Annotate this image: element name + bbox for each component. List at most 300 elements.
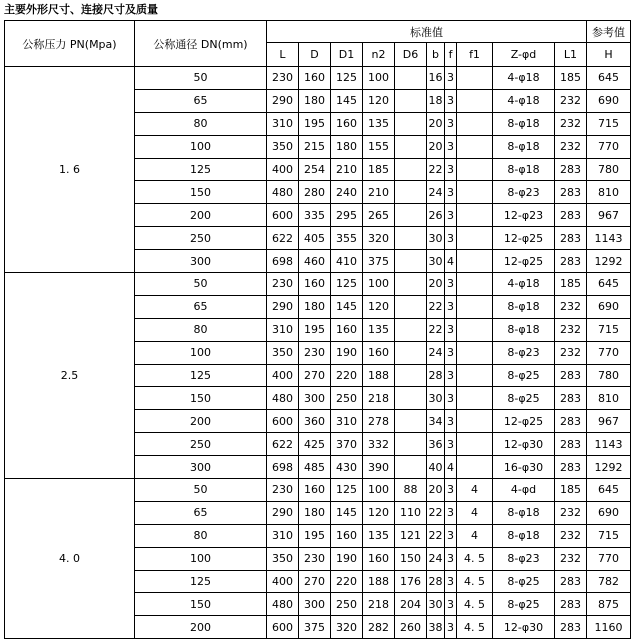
value-cell: 1292: [587, 456, 631, 479]
value-cell: 355: [331, 227, 363, 250]
value-cell: [457, 204, 493, 227]
value-cell: [395, 318, 427, 341]
value-cell: 135: [363, 318, 395, 341]
value-cell: 283: [555, 227, 587, 250]
value-cell: 28: [427, 570, 445, 593]
value-cell: [395, 273, 427, 296]
value-cell: 12-φ23: [493, 204, 555, 227]
value-cell: 12-φ25: [493, 227, 555, 250]
value-cell: [457, 387, 493, 410]
col-header: Z-φd: [493, 43, 555, 67]
value-cell: 485: [299, 456, 331, 479]
value-cell: 782: [587, 570, 631, 593]
dn-cell: 150: [135, 593, 267, 616]
value-cell: 180: [331, 135, 363, 158]
value-cell: 250: [331, 593, 363, 616]
value-cell: 195: [299, 112, 331, 135]
value-cell: 645: [587, 67, 631, 90]
value-cell: 88: [395, 479, 427, 502]
value-cell: 160: [299, 479, 331, 502]
value-cell: 8-φ18: [493, 295, 555, 318]
value-cell: 600: [267, 616, 299, 639]
value-cell: [395, 250, 427, 273]
value-cell: 278: [363, 410, 395, 433]
value-cell: 125: [331, 67, 363, 90]
value-cell: 135: [363, 524, 395, 547]
value-cell: 232: [555, 112, 587, 135]
value-cell: [395, 158, 427, 181]
value-cell: 8-φ18: [493, 158, 555, 181]
value-cell: 125: [331, 273, 363, 296]
value-cell: 16-φ30: [493, 456, 555, 479]
value-cell: 332: [363, 433, 395, 456]
dn-cell: 80: [135, 524, 267, 547]
value-cell: 3: [445, 135, 457, 158]
value-cell: 155: [363, 135, 395, 158]
value-cell: 810: [587, 387, 631, 410]
value-cell: 30: [427, 593, 445, 616]
value-cell: 215: [299, 135, 331, 158]
value-cell: [395, 112, 427, 135]
value-cell: 3: [445, 593, 457, 616]
value-cell: [395, 456, 427, 479]
value-cell: 12-φ30: [493, 616, 555, 639]
value-cell: [395, 204, 427, 227]
value-cell: 282: [363, 616, 395, 639]
value-cell: 350: [267, 135, 299, 158]
value-cell: 100: [363, 479, 395, 502]
value-cell: 283: [555, 364, 587, 387]
dn-cell: 250: [135, 433, 267, 456]
value-cell: 290: [267, 295, 299, 318]
value-cell: 12-φ25: [493, 250, 555, 273]
value-cell: 770: [587, 135, 631, 158]
value-cell: 3: [445, 227, 457, 250]
value-cell: 480: [267, 387, 299, 410]
table-row: [5, 479, 631, 502]
value-cell: 3: [445, 433, 457, 456]
value-cell: 3: [445, 479, 457, 502]
dn-cell: 150: [135, 387, 267, 410]
value-cell: 1143: [587, 227, 631, 250]
value-cell: 185: [555, 273, 587, 296]
value-cell: 34: [427, 410, 445, 433]
value-cell: 360: [299, 410, 331, 433]
value-cell: 218: [363, 387, 395, 410]
col-header: L1: [555, 43, 587, 67]
dn-cell: 80: [135, 318, 267, 341]
value-cell: 283: [555, 456, 587, 479]
value-cell: 145: [331, 501, 363, 524]
value-cell: 22: [427, 295, 445, 318]
value-cell: [457, 273, 493, 296]
value-cell: 30: [427, 227, 445, 250]
dn-cell: 80: [135, 112, 267, 135]
value-cell: 210: [363, 181, 395, 204]
value-cell: 180: [299, 295, 331, 318]
pn-cell: 1. 6: [5, 67, 135, 273]
value-cell: 8-φ18: [493, 524, 555, 547]
value-cell: 645: [587, 273, 631, 296]
value-cell: 283: [555, 387, 587, 410]
value-cell: 232: [555, 295, 587, 318]
value-cell: 283: [555, 204, 587, 227]
value-cell: 188: [363, 364, 395, 387]
dn-cell: 100: [135, 135, 267, 158]
value-cell: 125: [331, 479, 363, 502]
value-cell: 770: [587, 547, 631, 570]
dn-cell: 300: [135, 250, 267, 273]
value-cell: 3: [445, 295, 457, 318]
table-body: [5, 67, 631, 639]
value-cell: 4: [457, 479, 493, 502]
value-cell: 967: [587, 410, 631, 433]
pn-cell: 4. 0: [5, 479, 135, 639]
value-cell: 283: [555, 250, 587, 273]
value-cell: 690: [587, 501, 631, 524]
value-cell: 8-φ18: [493, 112, 555, 135]
dn-cell: 200: [135, 616, 267, 639]
value-cell: 3: [445, 387, 457, 410]
value-cell: 185: [555, 67, 587, 90]
value-cell: 3: [445, 341, 457, 364]
value-cell: 265: [363, 204, 395, 227]
value-cell: 30: [427, 387, 445, 410]
value-cell: 3: [445, 318, 457, 341]
value-cell: 38: [427, 616, 445, 639]
value-cell: 8-φ23: [493, 547, 555, 570]
value-cell: 195: [299, 524, 331, 547]
value-cell: 4: [445, 250, 457, 273]
value-cell: 232: [555, 341, 587, 364]
value-cell: 190: [331, 547, 363, 570]
value-cell: 270: [299, 364, 331, 387]
value-cell: 405: [299, 227, 331, 250]
value-cell: 8-φ18: [493, 135, 555, 158]
value-cell: 480: [267, 593, 299, 616]
value-cell: 283: [555, 433, 587, 456]
value-cell: 690: [587, 89, 631, 112]
value-cell: 622: [267, 433, 299, 456]
value-cell: 310: [267, 524, 299, 547]
value-cell: 4-φ18: [493, 67, 555, 90]
value-cell: 100: [363, 273, 395, 296]
value-cell: 230: [267, 479, 299, 502]
value-cell: 600: [267, 410, 299, 433]
value-cell: 280: [299, 181, 331, 204]
value-cell: 4: [457, 501, 493, 524]
value-cell: [395, 387, 427, 410]
value-cell: 715: [587, 112, 631, 135]
value-cell: 690: [587, 295, 631, 318]
dn-cell: 125: [135, 158, 267, 181]
value-cell: 300: [299, 593, 331, 616]
value-cell: 8-φ18: [493, 318, 555, 341]
value-cell: 3: [445, 616, 457, 639]
value-cell: [457, 433, 493, 456]
value-cell: 180: [299, 501, 331, 524]
value-cell: 12-φ30: [493, 433, 555, 456]
value-cell: 8-φ25: [493, 593, 555, 616]
value-cell: 400: [267, 364, 299, 387]
value-cell: 4: [445, 456, 457, 479]
spec-table: [4, 20, 631, 639]
value-cell: 320: [331, 616, 363, 639]
value-cell: 350: [267, 341, 299, 364]
value-cell: 30: [427, 250, 445, 273]
value-cell: 3: [445, 524, 457, 547]
dn-cell: 200: [135, 410, 267, 433]
dn-cell: 65: [135, 89, 267, 112]
value-cell: 320: [363, 227, 395, 250]
value-cell: [457, 341, 493, 364]
dn-cell: 100: [135, 341, 267, 364]
value-cell: 8-φ25: [493, 570, 555, 593]
value-cell: [395, 89, 427, 112]
value-cell: 875: [587, 593, 631, 616]
table-row: [5, 67, 631, 90]
value-cell: 26: [427, 204, 445, 227]
value-cell: 220: [331, 570, 363, 593]
value-cell: 283: [555, 181, 587, 204]
value-cell: 3: [445, 410, 457, 433]
value-cell: [395, 67, 427, 90]
value-cell: 3: [445, 89, 457, 112]
value-cell: 16: [427, 67, 445, 90]
value-cell: 430: [331, 456, 363, 479]
value-cell: 400: [267, 570, 299, 593]
value-cell: 260: [395, 616, 427, 639]
value-cell: 145: [331, 295, 363, 318]
value-cell: [457, 112, 493, 135]
value-cell: 22: [427, 524, 445, 547]
value-cell: 195: [299, 318, 331, 341]
value-cell: [457, 158, 493, 181]
value-cell: 715: [587, 318, 631, 341]
value-cell: 4. 5: [457, 593, 493, 616]
value-cell: 4-φ18: [493, 89, 555, 112]
value-cell: 645: [587, 479, 631, 502]
col-header: f1: [457, 43, 493, 67]
dn-cell: 50: [135, 479, 267, 502]
value-cell: 425: [299, 433, 331, 456]
value-cell: 150: [395, 547, 427, 570]
value-cell: 270: [299, 570, 331, 593]
value-cell: 36: [427, 433, 445, 456]
value-cell: 180: [299, 89, 331, 112]
value-cell: 8-φ25: [493, 364, 555, 387]
value-cell: 120: [363, 295, 395, 318]
value-cell: 3: [445, 547, 457, 570]
value-cell: 230: [267, 273, 299, 296]
value-cell: 1292: [587, 250, 631, 273]
value-cell: 250: [331, 387, 363, 410]
value-cell: 230: [299, 547, 331, 570]
value-cell: 232: [555, 501, 587, 524]
value-cell: [457, 135, 493, 158]
value-cell: 3: [445, 181, 457, 204]
value-cell: 160: [331, 524, 363, 547]
value-cell: 121: [395, 524, 427, 547]
value-cell: [395, 135, 427, 158]
value-cell: 20: [427, 135, 445, 158]
value-cell: 20: [427, 273, 445, 296]
value-cell: [457, 181, 493, 204]
value-cell: 335: [299, 204, 331, 227]
value-cell: 24: [427, 341, 445, 364]
value-cell: 232: [555, 135, 587, 158]
value-cell: 204: [395, 593, 427, 616]
value-cell: 770: [587, 341, 631, 364]
value-cell: 232: [555, 524, 587, 547]
value-cell: 110: [395, 501, 427, 524]
value-cell: 290: [267, 89, 299, 112]
col-header: H: [587, 43, 631, 67]
value-cell: [457, 456, 493, 479]
value-cell: [457, 295, 493, 318]
value-cell: 22: [427, 318, 445, 341]
col-header: D: [299, 43, 331, 67]
value-cell: 600: [267, 204, 299, 227]
dn-cell: 125: [135, 570, 267, 593]
value-cell: 160: [331, 112, 363, 135]
value-cell: [395, 364, 427, 387]
value-cell: [457, 250, 493, 273]
value-cell: 290: [267, 501, 299, 524]
value-cell: 176: [395, 570, 427, 593]
header-pn: 公称压力 PN(Mpa): [5, 21, 135, 67]
value-cell: 310: [331, 410, 363, 433]
value-cell: [395, 341, 427, 364]
value-cell: [395, 227, 427, 250]
value-cell: 160: [299, 273, 331, 296]
value-cell: 400: [267, 158, 299, 181]
value-cell: 4: [457, 524, 493, 547]
value-cell: 232: [555, 89, 587, 112]
value-cell: 810: [587, 181, 631, 204]
value-cell: 3: [445, 570, 457, 593]
value-cell: 120: [363, 501, 395, 524]
col-header: n2: [363, 43, 395, 67]
value-cell: 3: [445, 67, 457, 90]
value-cell: 310: [267, 318, 299, 341]
value-cell: 185: [363, 158, 395, 181]
value-cell: [457, 89, 493, 112]
value-cell: 1160: [587, 616, 631, 639]
dn-cell: 50: [135, 273, 267, 296]
value-cell: 4. 5: [457, 570, 493, 593]
pn-cell: 2.5: [5, 273, 135, 479]
value-cell: 3: [445, 112, 457, 135]
col-header: L: [267, 43, 299, 67]
value-cell: [395, 410, 427, 433]
value-cell: 4. 5: [457, 616, 493, 639]
value-cell: 8-φ25: [493, 387, 555, 410]
value-cell: [395, 295, 427, 318]
value-cell: 4-φ18: [493, 273, 555, 296]
col-header: f: [445, 43, 457, 67]
value-cell: 240: [331, 181, 363, 204]
value-cell: 160: [363, 547, 395, 570]
value-cell: 283: [555, 593, 587, 616]
value-cell: 370: [331, 433, 363, 456]
value-cell: 18: [427, 89, 445, 112]
value-cell: 232: [555, 318, 587, 341]
value-cell: 622: [267, 227, 299, 250]
value-cell: 375: [363, 250, 395, 273]
value-cell: 283: [555, 158, 587, 181]
dn-cell: 65: [135, 501, 267, 524]
value-cell: 1143: [587, 433, 631, 456]
header-dn: 公称通径 DN(mm): [135, 21, 267, 67]
table-row: [5, 273, 631, 296]
value-cell: 232: [555, 547, 587, 570]
value-cell: 185: [555, 479, 587, 502]
value-cell: 188: [363, 570, 395, 593]
value-cell: 254: [299, 158, 331, 181]
value-cell: 24: [427, 547, 445, 570]
dn-cell: 65: [135, 295, 267, 318]
value-cell: 780: [587, 364, 631, 387]
col-header: D1: [331, 43, 363, 67]
value-cell: 3: [445, 273, 457, 296]
dn-cell: 300: [135, 456, 267, 479]
value-cell: 160: [331, 318, 363, 341]
value-cell: 8-φ23: [493, 181, 555, 204]
value-cell: 295: [331, 204, 363, 227]
value-cell: 100: [363, 67, 395, 90]
value-cell: 698: [267, 250, 299, 273]
value-cell: 22: [427, 158, 445, 181]
value-cell: 190: [331, 341, 363, 364]
value-cell: 20: [427, 479, 445, 502]
value-cell: [395, 433, 427, 456]
table-caption: 主要外形尺寸、连接尺寸及质量: [4, 3, 158, 16]
value-cell: 967: [587, 204, 631, 227]
value-cell: [395, 181, 427, 204]
dn-cell: 125: [135, 364, 267, 387]
header-standard: 标准值: [267, 21, 587, 43]
value-cell: 4. 5: [457, 547, 493, 570]
value-cell: 220: [331, 364, 363, 387]
value-cell: 460: [299, 250, 331, 273]
value-cell: 210: [331, 158, 363, 181]
value-cell: 3: [445, 158, 457, 181]
col-header: D6: [395, 43, 427, 67]
value-cell: 780: [587, 158, 631, 181]
value-cell: [457, 227, 493, 250]
value-cell: 4-φd: [493, 479, 555, 502]
value-cell: 3: [445, 204, 457, 227]
header-reference: 参考值: [587, 21, 631, 43]
value-cell: 8-φ23: [493, 341, 555, 364]
value-cell: 283: [555, 616, 587, 639]
value-cell: 3: [445, 364, 457, 387]
value-cell: 160: [363, 341, 395, 364]
dn-cell: 50: [135, 67, 267, 90]
value-cell: [457, 364, 493, 387]
value-cell: 300: [299, 387, 331, 410]
value-cell: 24: [427, 181, 445, 204]
value-cell: 410: [331, 250, 363, 273]
value-cell: 8-φ18: [493, 501, 555, 524]
value-cell: 283: [555, 410, 587, 433]
value-cell: 283: [555, 570, 587, 593]
value-cell: 230: [267, 67, 299, 90]
value-cell: 375: [299, 616, 331, 639]
value-cell: [457, 67, 493, 90]
value-cell: 145: [331, 89, 363, 112]
